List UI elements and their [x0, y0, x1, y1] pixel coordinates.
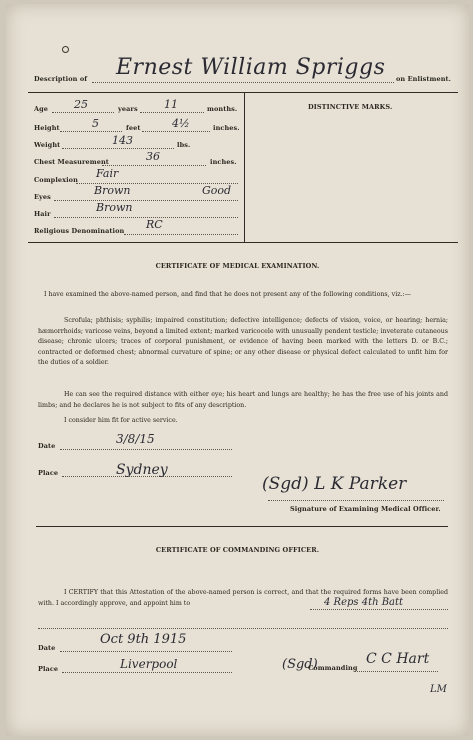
hair-value: Brown [96, 201, 133, 214]
religion-label: Religious Denomination [34, 227, 125, 235]
eyes-line [54, 200, 238, 201]
weight-label: Weight [34, 141, 61, 149]
distinctive-marks-label: DISTINCTIVE MARKS. [308, 103, 393, 111]
height-feet-value: 5 [92, 117, 99, 130]
eyes-note: Good [202, 184, 232, 197]
medical-officer-signature: (Sgd) L K Parker [262, 474, 407, 494]
medical-para-3: He can see the required distance with either eye; his heart and lungs are healthy; he has the free use of his joints and limbs; and he declares he is not subject to fits of any description. [38, 391, 448, 409]
religion-value: RC [146, 218, 163, 231]
chest-label: Chest Measurement [34, 158, 109, 166]
appoint-value: 4 Reps 4th Batt [324, 597, 404, 608]
eyes-label: Eyes [34, 193, 51, 201]
appoint-line [310, 609, 448, 610]
commanding-place-line [62, 672, 232, 673]
medical-place-value: Sydney [116, 462, 168, 478]
on-enlistment-label: on Enlistment. [396, 75, 452, 83]
commanding-signature-line [354, 671, 438, 672]
height-feet-line [60, 131, 122, 132]
age-label: Age [34, 105, 49, 113]
medical-place-label: Place [38, 469, 59, 477]
medical-date-label: Date [38, 442, 56, 450]
height-inches-value: 4½ [172, 117, 190, 130]
commanding-title: CERTIFICATE OF COMMANDING OFFICER. [155, 546, 320, 554]
box-top-rule [28, 92, 458, 93]
appoint-line-2 [38, 628, 448, 629]
commanding-date-value: Oct 9th 1915 [100, 632, 187, 647]
medical-signature-label: Signature of Examining Medical Officer. [290, 505, 441, 513]
weight-value: 143 [112, 134, 133, 147]
description-of-label: Description of [34, 75, 88, 83]
months-label: months. [207, 105, 238, 113]
commanding-date-label: Date [38, 644, 56, 652]
commanding-label: Commanding [308, 664, 358, 672]
age-months-value: 11 [164, 98, 178, 111]
chest-inches-label: inches. [210, 158, 237, 166]
feet-label: feet [126, 124, 141, 132]
commanding-sgd: (Sgd) [282, 657, 318, 672]
medical-para-2: Scrofula; phthisis; syphilis; impaired constitution; defective intelligence; defects of vision, voice, or hearing; hernia; hæmorrhoids; varicose veins, beyond a limited extent; marked varicocele with unusually pendent testicle; inveterate cutaneous disease; chronic ulcers; traces of corporal punishment, or evidence of having been marked with the letters D. or B.C.; contracted or deformed chest; abnormal curvature of spine; or any other disease or physical defect calculated to unfit him for the duties of a soldier. [38, 317, 448, 367]
commanding-place-label: Place [38, 665, 59, 673]
height-label: Height [34, 124, 60, 132]
age-years-value: 25 [74, 98, 88, 111]
years-label: years [118, 105, 138, 113]
box-bottom-rule [28, 242, 458, 243]
commanding-date-line [60, 651, 232, 652]
commanding-place-value: Liverpool [120, 657, 178, 671]
medical-date-line [60, 449, 232, 450]
chest-line [102, 165, 206, 166]
corner-note: LM [430, 684, 447, 695]
complexion-label: Complexion [34, 176, 78, 184]
commanding-signature-value: C C Hart [366, 651, 430, 667]
chest-value: 36 [146, 150, 160, 163]
weight-line [62, 148, 174, 149]
medical-para-4: I consider him fit for active service. [64, 417, 178, 424]
complexion-value: Fair [96, 167, 119, 180]
medical-title: CERTIFICATE OF MEDICAL EXAMINATION. [155, 262, 320, 270]
attestation-page [6, 4, 469, 736]
medical-date-value: 3/8/15 [116, 432, 155, 446]
name-line [92, 82, 394, 83]
eyes-value: Brown [94, 184, 131, 197]
age-years-line [52, 112, 114, 113]
punch-hole-mark [62, 46, 69, 53]
medical-para-1: I have examined the above-named person, and find that he does not present any of the following conditions, viz.:— [44, 291, 411, 298]
box-divider [244, 92, 245, 242]
section-divider [36, 526, 448, 527]
age-months-line [140, 112, 204, 113]
commanding-para: I CERTIFY that this Attestation of the above-named person is correct, and that the required forms have been complied with. I accordingly approve, and appoint him to [38, 589, 448, 607]
hair-label: Hair [34, 210, 51, 218]
lbs-label: lbs. [177, 141, 191, 149]
recruit-name: Ernest William Spriggs [116, 55, 386, 80]
height-inches-line [142, 131, 210, 132]
medical-signature-line [268, 500, 444, 501]
religion-line [124, 234, 238, 235]
inches-label: inches. [213, 124, 240, 132]
